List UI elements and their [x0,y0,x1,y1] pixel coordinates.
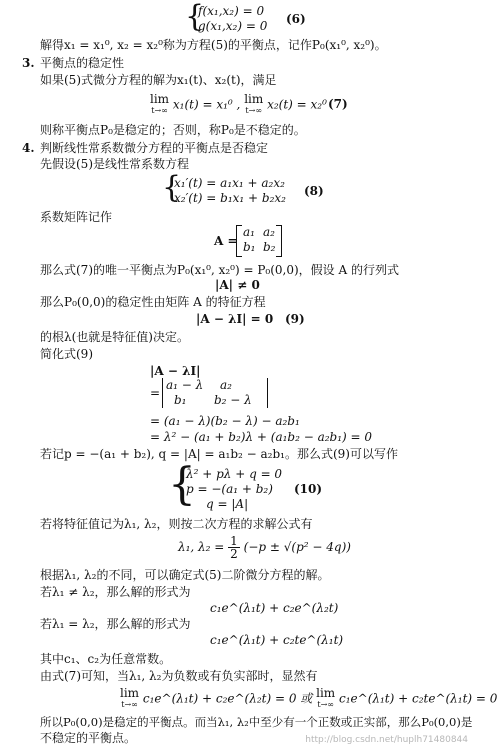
solution-form-2: c₁e^(λ₁t) + c₂te^(λ₁t) [210,633,344,647]
det-line-3: = (a₁ − λ)(b₂ − λ) − a₂b₁ [150,414,300,428]
paragraph-3: 则称平衡点P₀是稳定的；否则，称P₀是不稳定的。 [40,123,306,137]
eq8-line1: x₁′(t) = a₁x₁ + a₂x₂ [174,176,285,190]
eq6-number: (6) [286,12,306,26]
solution-form-1: c₁e^(λ₁t) + c₂e^(λ₂t) [210,601,339,615]
matrix-a: a₁ a₂ b₁ b₂ [236,225,282,257]
paragraph-12: 根据λ₁, λ₂的不同，可以确定式(5)二阶微分方程的解。 [40,568,330,582]
eq7: lim t→∞ x₁(t) = x₁⁰ , lim t→∞ x₂(t) = x₂⁰ [150,92,327,115]
matrix-a-label: A = [214,234,238,248]
paragraph-6: 那么式(7)的唯一平衡点为P₀(x₁⁰, x₂⁰) = P₀(0,0)，假设 A 的行列式 [40,263,399,277]
det-line-4: = λ² − (a₁ + b₂)λ + (a₁b₂ − a₂b₁) = 0 [150,430,373,444]
eq10-number: (10) [294,482,323,496]
eq7-number: (7) [328,97,348,111]
eq9-number: (9) [285,312,305,326]
section-3-number: 3. [22,56,35,70]
limit-row: lim t→∞ c₁e^(λ₁t) + c₂e^(λ₂t) = 0 或 lim t→∞ c₁e^(λ₁t) + c₂te^(λ₁t) = 0 [120,686,497,709]
eq8-number: (8) [304,184,324,198]
paragraph-8: 的根λ(也就是特征值)决定。 [40,330,189,344]
det-line-1: |A − λI| [150,364,201,378]
det-a-nonzero: |A| ≠ 0 [215,278,260,292]
paragraph-9: 简化式(9) [40,347,93,361]
eq9: |A − λI| = 0 [196,312,274,326]
paragraph-18: 不稳定的平衡点。 [40,731,137,745]
eq8-line2: x₂′(t) = b₁x₁ + b₂x₂ [174,191,286,205]
paragraph-5: 系数矩阵记作 [40,210,113,224]
paragraph-13: 若λ₁ ≠ λ₂，那么解的形式为 [40,585,191,599]
paragraph-7: 那么P₀(0,0)的稳定性由矩阵 A 的特征方程 [40,295,266,309]
section-4-title: 判断线性常系数微分方程的平衡点是否稳定 [40,141,269,155]
paragraph-1: 解得x₁ = x₁⁰, x₂ = x₂⁰称为方程(5)的平衡点，记作P₀(x₁⁰, x₂⁰)。 [40,38,387,52]
det-matrix: = a₁ − λ a₂ b₁ b₂ − λ [150,378,270,410]
paragraph-14: 若λ₁ = λ₂，那么解的形式为 [40,617,191,631]
paragraph-11: 若将特征值记为λ₁, λ₂，则按二次方程的求解公式有 [40,517,313,531]
quadratic-solution: λ₁, λ₂ = $\frac{1}{2}$ (−p ± √(p² − 4q)) [178,534,351,561]
paragraph-15: 其中c₁、c₂为任意常数。 [40,652,172,666]
brace-eq6: { [185,0,205,34]
watermark: http://blog.csdn.net/huplh71480844 [305,735,468,745]
eq6-line2: g(x₁,x₂) = 0 [198,19,268,33]
section-4-number: 4. [22,141,35,155]
paragraph-17: 所以P₀(0,0)是稳定的平衡点。而当λ₁, λ₂中至少有一个正数或正实部，那么P₀(0,0)是 [40,715,473,729]
eq10-line2: p = −(a₁ + b₂) [186,482,273,496]
paragraph-10: 若记p = −(a₁ + b₂), q = |A| = a₁b₂ − a₂b₁。那么式(9)可以写作 [40,447,398,461]
brace-eq8: { [162,170,182,205]
eq10-line1: λ² + pλ + q = 0 [186,467,283,481]
paragraph-16: 由式(7)可知，当λ₁, λ₂为负数或有负实部时，显然有 [40,669,318,683]
brace-eq10: { [168,459,196,510]
eq10-line3: q = |A| [206,497,249,511]
eq6-line1: f(x₁,x₂) = 0 [198,4,265,18]
paragraph-2: 如果(5)式微分方程的解为x₁(t)、x₂(t)，满足 [40,73,277,87]
paragraph-4: 先假设(5)是线性常系数方程 [40,157,189,171]
section-3-title: 平衡点的稳定性 [40,56,125,70]
